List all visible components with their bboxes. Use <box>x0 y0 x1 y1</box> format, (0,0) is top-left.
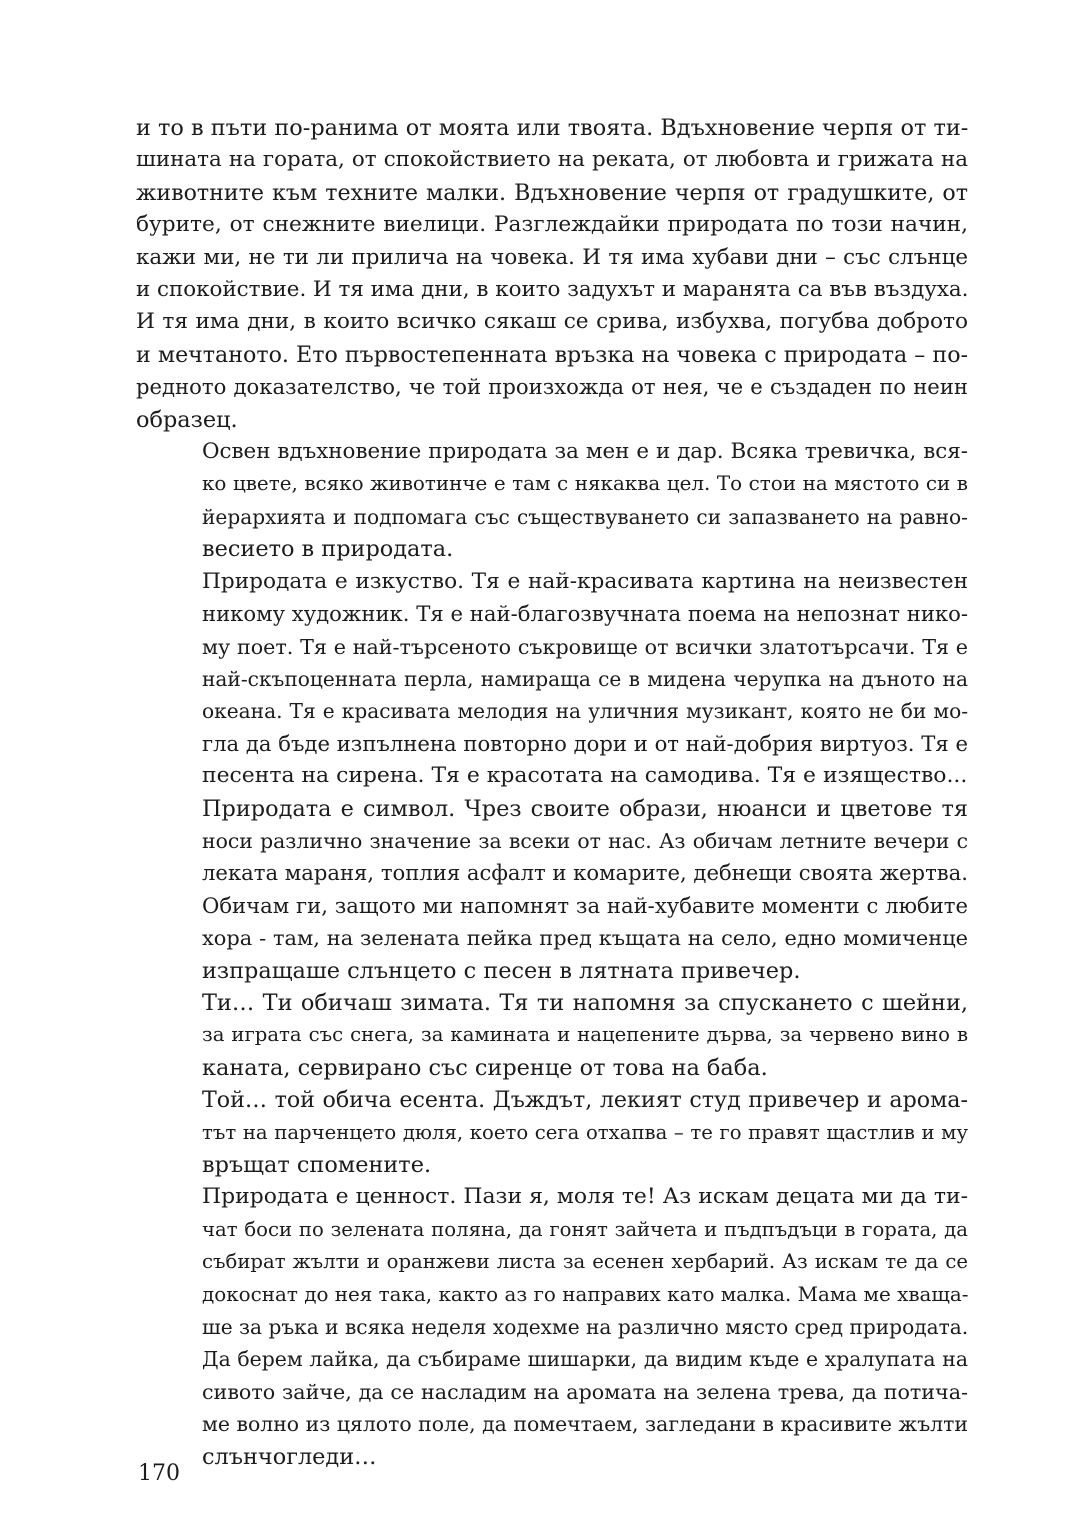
text-line: Да берем лайка, да събираме шишарки, да видим къде е хралупата на <box>202 1347 968 1372</box>
text-line: шината на гората, от спокойствието на реката, от любовта и грижата на <box>136 147 968 173</box>
text-line: ме волно из цялото поле, да помечтаем, загледани в красивите жълти <box>202 1412 968 1437</box>
text-line: сивото зайче, да се насладим на аромата на зелена трева, да потича- <box>202 1379 968 1404</box>
paragraph <box>136 1084 968 1181</box>
page-body <box>136 112 968 1473</box>
text-line: животните към техните малки. Вдъхновение черпя от градушките, от <box>136 179 968 206</box>
paragraph <box>136 987 968 1084</box>
text-line: и то в пъти по-ранима от моята или твоята. Вдъхновение черпя от ти- <box>136 115 969 141</box>
text-line: връщат спомените. <box>202 1152 432 1178</box>
text-line: никому художник. Тя е най-благозвучната поема на непознат нико- <box>202 601 968 627</box>
text-line: песента на сирена. Тя е красотата на самодива. Тя е изящество... <box>202 763 968 789</box>
text-line: докоснат до нея така, както аз го направих като малка. Мама ме хваща- <box>202 1282 969 1306</box>
text-line: леката мараня, топлия асфалт и комарите, дебнещи своята жертва. <box>202 860 968 886</box>
text-line: весието в природата. <box>202 536 454 563</box>
page-number: 170 <box>138 1461 180 1486</box>
text-line: за играта със снега, за камината и нацепените дърва, за червено вино в <box>202 1023 968 1047</box>
text-line: Той… той обича есента. Дъждът, лекият студ привечер и арома- <box>202 1087 968 1114</box>
text-line: йерархията и подпомага със съществуването си запазването на равно- <box>202 504 968 529</box>
text-line: хора - там, на зелената пейка пред къщата на село, едно момиченце <box>202 926 968 951</box>
text-line: бурите, от снежните виелици. Разглеждайки природата по този начин, <box>136 212 968 238</box>
text-line: и мечтаното. Ето първостепенната връзка на човека с природата – по- <box>136 341 968 368</box>
text-line: кажи ми, не ти ли прилича на човека. И тя има хубави дни – със слънце <box>136 244 968 270</box>
paragraph <box>136 793 968 987</box>
text-line: носи различно значение за всеки от нас. Аз обичам летните вечери с <box>202 828 968 853</box>
text-line: Природата е изкуство. Тя е най-красивата картина на неизвестен <box>202 568 968 594</box>
text-line: Природата е символ. Чрез своите образи, нюанси и цветове тя <box>202 795 968 822</box>
paragraph <box>136 112 968 436</box>
text-line: гла да бъде изпълнена повторно дори и от най-добрия виртуоз. Тя е <box>202 730 968 756</box>
text-line: тът на парченцето дюля, което сега отхапва – те го правят щастлив и му <box>202 1120 968 1144</box>
paragraph <box>136 1181 968 1473</box>
text-line: изпращаше слънцето с песен в лятната привечер. <box>202 957 801 984</box>
paragraph <box>136 566 968 793</box>
text-line: Ти… Ти обичаш зимата. Тя ти напомня за спускането с шейни, <box>202 989 968 1016</box>
text-line: Природата е ценност. Пази я, моля те! Аз искам децата ми да ти- <box>202 1184 968 1210</box>
text-line: и спокойствие. И тя има дни, в които задухът и маранята са във въздуха. <box>136 277 969 303</box>
text-line: Освен вдъхновение природата за мен е и дар. Всяка тревичка, вся- <box>202 439 968 465</box>
text-line: му поет. Тя е най-търсеното съкровище от всички златотърсачи. Тя е <box>202 634 968 659</box>
text-line: слънчогледи… <box>202 1443 377 1470</box>
text-line: най-скъпоценната перла, намираща се в мидена черупка на дъното на <box>202 666 968 691</box>
text-line: редното доказателство, че той произхожда от нея, че е създаден по неин <box>136 374 968 400</box>
text-line: Обичам ги, защото ми напомнят за най-хубавите моменти с любите <box>202 892 968 918</box>
text-line: И тя има дни, в които всичко сякаш се срива, избухва, погубва доброто <box>136 309 968 335</box>
text-line: образец. <box>136 406 238 433</box>
text-line: ко цвете, всяко животинче е там с някаква цел. То стои на мястото си в <box>202 472 968 496</box>
paragraph <box>136 436 968 566</box>
text-line: каната, сервирано със сиренце от това на баба. <box>202 1054 768 1081</box>
text-line: събират жълти и оранжеви листа за есенен хербарий. Аз искам те да се <box>202 1250 968 1274</box>
text-line: ше за ръка и всяка неделя ходехме на различно място сред природата. <box>202 1315 969 1340</box>
text-line: океана. Тя е красивата мелодия на уличния музикант, която не би мо- <box>202 699 968 724</box>
text-line: чат боси по зелената поляна, да гонят зайчета и пъдпъдъци в гората, да <box>202 1217 968 1241</box>
